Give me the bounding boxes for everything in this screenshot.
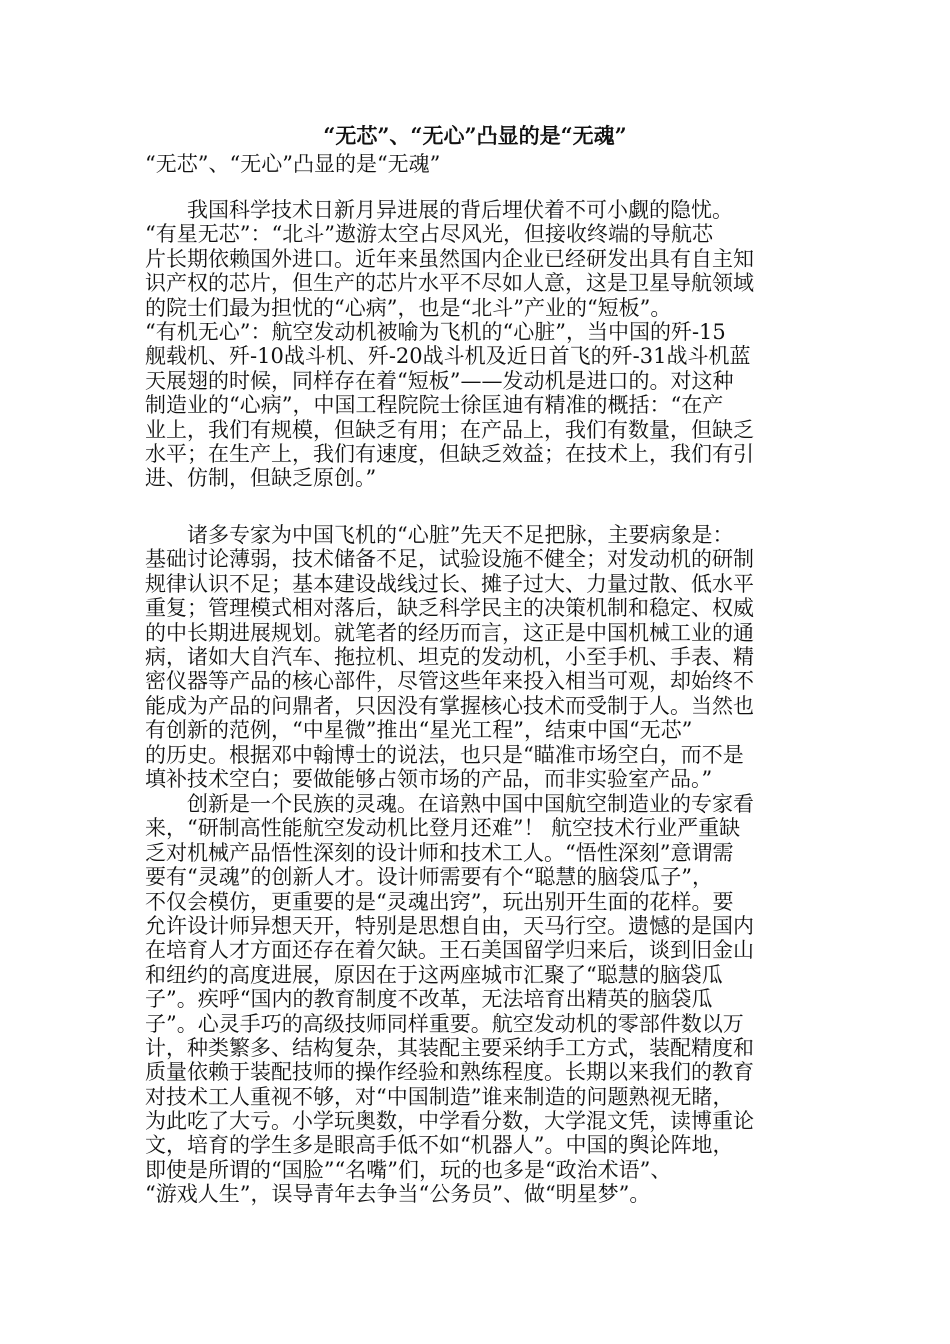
paragraph-line: 规律认识不足；基本建设战线过长、摊子过大、力量过散、低水平 [145,571,754,596]
paragraph-line: 重复；管理模式相对落后，缺乏科学民主的决策机制和稳定、权威 [145,596,754,621]
paragraph-2 [145,523,805,791]
paragraph-line: 天展翅的时候，同样存在着“短板”——发动机是进口的。对这种 [145,368,734,393]
paragraph-line: 病，诸如大自汽车、拖拉机、坦克的发动机，小至手机、手表、精 [145,644,754,669]
paragraph-line: 为此吃了大亏。小学玩奥数，中学看分数，大学混文凭，读博重论 [145,1109,754,1134]
paragraph-line: 子”。心灵手巧的高级技师同样重要。航空发动机的零部件数以万 [145,1011,744,1036]
paragraph-line: 能成为产品的问鼎者，只因没有掌握核心技术而受制于人。当然也 [145,693,754,718]
paragraph-line: 水平；在生产上，我们有速度，但缺乏效益；在技术上，我们有引 [145,441,754,466]
paragraph-line: 基础讨论薄弱，技术储备不足，试验设施不健全；对发动机的研制 [145,547,754,572]
paragraph-line: 有创新的范例，“中星微”推出“星光工程”，结束中国“无芯” [145,718,693,743]
paragraph-line: 质量依赖于装配技师的操作经验和熟练程度。长期以来我们的教育 [145,1060,754,1085]
paragraph-line: 创新是一个民族的灵魂。在谙熟中国中国航空制造业的专家看 [187,792,754,816]
paragraph-line: 不仅会模仿，更重要的是“灵魂出窍”，玩出别开生面的花样。要 [145,889,734,914]
paragraph-line: 进、仿制，但缺乏原创。” [145,466,377,491]
paragraph-line: 文，培育的学生多是眼高手低不如“机器人”。中国的舆论阵地， [145,1133,734,1158]
paragraph-line: 对技术工人重视不够，对“中国制造”谁来制造的问题熟视无睹， [145,1084,734,1109]
paragraph-line: “有星无芯”：“北斗”遨游太空占尽风光，但接收终端的导航芯 [145,222,713,247]
paragraph-line: 业上，我们有规模，但缺乏有用；在产品上，我们有数量，但缺乏 [145,417,754,442]
paragraph-line: 我国科学技术日新月异进展的背后埋伏着不可小觑的隐忧。 [187,198,733,222]
paragraph-line: 要有“灵魂”的创新人才。设计师需要有个“聪慧的脑袋瓜子”， [145,865,713,890]
paragraph-line: 制造业的“心病”，中国工程院院士徐匡迪有精准的概括：“在产 [145,393,724,418]
paragraph-line: 即使是所谓的“国脸”“名嘴”们，玩的也多是“政治术语”、 [145,1157,672,1182]
paragraph-line: “游戏人生”，误导青年去争当“公务员”、做“明星梦”。 [145,1182,651,1207]
paragraph-line: 的院士们最为担忧的“心病”，也是“北斗”产业的“短板”。 [145,295,672,320]
paragraph-1 [145,198,805,491]
paragraph-line: 和纽约的高度进展，原因在于这两座城市汇聚了“聪慧的脑袋瓜 [145,962,723,987]
paragraph-line: 密仪器等产品的核心部件，尽管这些年来投入相当可观，却始终不 [145,669,754,694]
paragraph-line: 乏对机械产品悟性深刻的设计师和技术工人。“悟性深刻”意谓需 [145,840,734,865]
paragraph-line: “有机无心”：航空发动机被喻为飞机的“心脏”，当中国的歼-15 [145,319,726,344]
paragraph-line: 计，种类繁多、结构复杂，其装配主要采纳手工方式，装配精度和 [145,1035,754,1060]
paragraph-line: 的中长期进展规划。就笔者的经历而言，这正是中国机械工业的通 [145,620,754,645]
paragraph-line: 在培育人才方面还存在着欠缺。王石美国留学归来后，谈到旧金山 [145,938,754,963]
paragraph-line: 的历史。根据邓中翰博士的说法，也只是“瞄准市场空白，而不是 [145,742,744,767]
paragraph-line: 片长期依赖国外进口。近年来虽然国内企业已经研发出具有自主知 [145,246,754,271]
paragraph-line: 来，“研制高性能航空发动机比登月还难”！ 航空技术行业严重缺 [145,816,741,841]
paragraph-line: 诸多专家为中国飞机的“心脏”先天不足把脉，主要病象是： [187,523,734,547]
paragraph-line: 填补技术空白；要做能够占领市场的产品，而非实验室产品。” [145,766,713,791]
paragraph-line: 允许设计师异想天开，特别是思想自由，天马行空。遗憾的是国内 [145,913,754,938]
document-subtitle: “无芯”、“无心”凸显的是“无魂” [145,152,441,176]
paragraph-line: 子”。疾呼“国内的教育制度不改革，无法培育出精英的脑袋瓜 [145,987,713,1012]
paragraph-line: 舰载机、歼-10战斗机、歼-20战斗机及近日首飞的歼-31战斗机蓝 [145,344,751,369]
paragraph-line: 识产权的芯片，但生产的芯片水平不尽如人意，这是卫星导航领域 [145,271,754,296]
paragraph-3 [145,792,805,1207]
document-title: “无芯”、“无心”凸显的是“无魂” [323,123,627,148]
